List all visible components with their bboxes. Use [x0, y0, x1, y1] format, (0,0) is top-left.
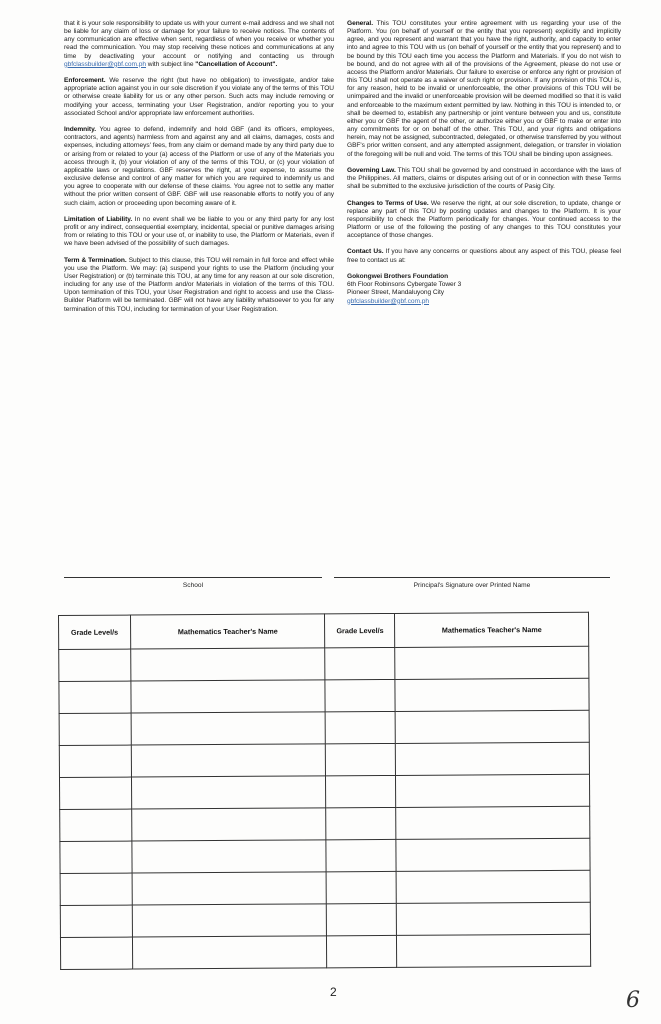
section-heading: Changes to Terms of Use. [347, 199, 429, 207]
grade-level-cell[interactable] [59, 649, 131, 681]
teacher-name-cell[interactable] [396, 742, 590, 775]
grade-level-cell[interactable] [327, 935, 397, 967]
grade-level-cell[interactable] [59, 681, 131, 713]
grade-level-cell[interactable] [60, 809, 132, 841]
signature-area [64, 577, 612, 597]
page-number: 2 [330, 985, 337, 999]
grade-level-cell[interactable] [326, 775, 396, 807]
section-heading: Term & Termination. [64, 256, 127, 264]
teacher-table [58, 612, 591, 970]
org-name: Gokongwei Brothers Foundation [347, 272, 449, 280]
section-heading: Governing Law. [347, 166, 396, 174]
teacher-name-cell[interactable] [396, 838, 590, 871]
header-grade-level-2: Grade Level/s [325, 613, 395, 647]
grade-level-cell[interactable] [326, 711, 396, 743]
grade-level-cell[interactable] [327, 871, 397, 903]
grade-level-cell[interactable] [60, 937, 132, 969]
indemnity-section: Indemnity. You agree to defend, indemnify and hold GBF (and its officers, employees, contractors, and agents) harmless from and against any and all claims, damages, costs and expenses, including attorneys' fees, from any claim or demand made by any third party due to or arising from or related to your (a) access of the Platform or use of any of the Materials you access through it, (b) your violation of any of the terms of this TOU, or (c) your violation of applicable laws or regulations. GBF reserves the right, at your expense, to assume the exclusive defense and control of any matter for which you are required to indemnify us and you agree to cooperate with our defense of these claims. You agree not to settle any matter without the prior written consent of GBF. GBF will use reasonable efforts to notify you of any such claim, action or proceeding upon becoming aware of it. [64, 126, 334, 207]
teacher-name-cell[interactable] [132, 808, 327, 841]
header-grade-level-1: Grade Level/s [59, 615, 131, 649]
grade-level-cell[interactable] [325, 647, 395, 679]
header-teacher-name-2: Mathematics Teacher's Name [395, 612, 589, 647]
principal-signature-field[interactable] [334, 577, 610, 589]
teacher-name-cell[interactable] [132, 872, 327, 905]
table-row [60, 902, 590, 937]
section-heading: Limitation of Liability. [64, 215, 133, 223]
table-row [59, 710, 589, 745]
handwritten-mark: 6 [626, 988, 640, 1013]
teacher-name-cell[interactable] [131, 680, 326, 713]
section-heading: Contact Us. [347, 248, 384, 256]
table-body [59, 646, 591, 969]
section-heading: Indemnity. [64, 126, 96, 134]
teacher-name-cell[interactable] [131, 744, 326, 777]
grade-level-cell[interactable] [60, 905, 132, 937]
teacher-name-cell[interactable] [132, 936, 327, 969]
enforcement-section: Enforcement. We reserve the right (but have no obligation) to investigate, and/or take appropriate action against you in our sole discretion if you violate any of the terms of this TOU or otherwise create liability for us or any other person. Such acts may include removing or modifying your access, terminating your User Registration, and/or reporting you to your associated School and/or appropriate law enforcement authorities. [64, 77, 334, 117]
teacher-name-cell[interactable] [132, 840, 327, 873]
teacher-name-cell[interactable] [132, 904, 327, 937]
left-column [64, 20, 334, 322]
grade-level-cell[interactable] [325, 679, 395, 711]
section-heading: Enforcement. [64, 77, 106, 85]
school-signature-line [64, 577, 322, 578]
contact-address [347, 273, 621, 306]
intro-paragraph: that it is your sole responsibility to update us with your current e-mail address and we shall not be liable for any claim of loss or damage for your failure to receive notices. The contents of any communication are effective when sent, regardless of when you receive or whether you read the communication. You may stop receiving these notices and communications at any time by deactivating your account or notifying and contacting us through gbfclassbuilder@gbf.com.ph with subject line "Cancellation of Account". [64, 20, 334, 68]
grade-level-cell[interactable] [326, 743, 396, 775]
table-row [60, 870, 590, 905]
teacher-name-cell[interactable] [396, 870, 590, 903]
table-row [60, 838, 590, 873]
contact-email-link[interactable]: gbfclassbuilder@gbf.com.ph [347, 297, 429, 305]
table-row [60, 934, 590, 969]
table-row [59, 742, 589, 777]
table-row [59, 774, 589, 809]
principal-signature-line [334, 577, 610, 578]
teacher-name-cell[interactable] [395, 710, 589, 743]
right-column [347, 20, 621, 306]
teacher-name-cell[interactable] [395, 678, 589, 711]
table-row [59, 646, 589, 681]
school-label: School [182, 582, 204, 589]
teacher-name-cell[interactable] [131, 776, 326, 809]
grade-level-cell[interactable] [59, 713, 131, 745]
teacher-name-cell[interactable] [396, 806, 590, 839]
changes-section: Changes to Terms of Use. We reserve the right, at our sole discretion, to update, change or replace any part of this TOU by posting updates and changes to the Platform. It is your responsibility to check the Platform periodically for changes. Your continued access to the Platform or use of the following the posting of any changes to this TOU constitutes your acceptance of those changes. [347, 199, 621, 240]
teacher-name-cell[interactable] [131, 648, 326, 681]
table-row [60, 806, 590, 841]
email-link[interactable]: gbfclassbuilder@gbf.com.ph [64, 60, 146, 68]
grade-level-cell[interactable] [327, 903, 397, 935]
governing-law-section: Governing Law. This TOU shall be governed by and construed in accordance with the laws of the Philippines. All matters, claims or disputes arising out of or in connection with these Terms shall be submitted to the exclusive jurisdiction of the courts of Pasig City. [347, 166, 621, 191]
teacher-name-cell[interactable] [131, 712, 326, 745]
teacher-name-cell[interactable] [396, 774, 590, 807]
limitation-section: Limitation of Liability. In no event shall we be liable to you or any third party for any lost profit or any indirect, consequential exemplary, incidental, special or punitive damages arising from or relating to this TOU or your use of, or inability to use, the Platform or Materials, even if we have been advised of the possibility of such damages. [64, 215, 334, 248]
general-section: General. This TOU constitutes your entire agreement with us regarding your use of the Platform. You (on behalf of yourself or the entity that you represent) explicitly and implicitly agree, and you represent and warrant that you have the right, authority, and capacity to enter into and agree to this TOU with us (on behalf of yourself or the entity that you represent) and to be bound by this TOU each time you access the Platform and Materials. If you do not wish to be bound, and do not agree with all of the provisions of the Agreement, please do not use or access the Platform and/or Materials. Our failure to exercise or enforce any right or provision of this TOU shall not operate as a waiver of such right or provision. If any provision of this TOU is, for any reason, held to be invalid or unenforceable, the other provisions of this TOU will be unimpaired and the invalid or unenforceable provision will be deemed modified so that it is valid and enforceable to the maximum extent permitted by law. Nothing in this TOU is intended to, or shall be deemed to, establish any partnership or joint venture between you and us, constitute either you or GBF the agent of the other, or authorize either you or GBF to make or enter into any commitments for or on behalf of the other. This TOU, and your rights and obligations herein, may not be assigned, subcontracted, delegated, or otherwise transferred by you without GBF's prior written consent, and any attempted assignment, delegation, or transfer in violation of the foregoing will be null and void. The terms of this TOU shall be binding upon assignees. [347, 20, 621, 158]
grade-level-cell[interactable] [59, 777, 131, 809]
grade-level-cell[interactable] [60, 841, 132, 873]
school-field[interactable] [64, 577, 322, 589]
grade-level-cell[interactable] [326, 839, 396, 871]
header-teacher-name-1: Mathematics Teacher's Name [130, 614, 325, 649]
table-row [59, 678, 589, 713]
teacher-name-cell[interactable] [397, 902, 591, 935]
section-heading: General. [347, 20, 373, 27]
teacher-name-cell[interactable] [395, 646, 589, 679]
termination-section: Term & Termination. Subject to this clause, this TOU will remain in full force and effect while you use the Platform. We may: (a) suspend your rights to use the Platform (including your User Registration) or (b) terminate this TOU, at any time for any reason at our sole discretion, including for any use of the Platform and/or Materials in violation of the terms of this TOU. Upon termination of this TOU, your User Registration and right to access and use the Class-Builder Platform will be terminated. GBF will not have any liability whatsoever to you for any termination of this TOU, including for termination of your User Registration. [64, 256, 334, 313]
table-header-row [59, 612, 589, 649]
grade-level-cell[interactable] [326, 807, 396, 839]
address-line-2: Pioneer Street, Mandaluyong City [347, 289, 444, 297]
address-line-1: 6th Floor Robinsons Cybergate Tower 3 [347, 281, 462, 289]
teacher-name-cell[interactable] [397, 934, 591, 967]
contact-section: Contact Us. If you have any concerns or questions about any aspect of this TOU, please feel free to contact us at: [347, 248, 621, 264]
principal-label: Principal's Signature over Printed Name [413, 582, 531, 589]
grade-level-cell[interactable] [60, 873, 132, 905]
grade-level-cell[interactable] [59, 745, 131, 777]
